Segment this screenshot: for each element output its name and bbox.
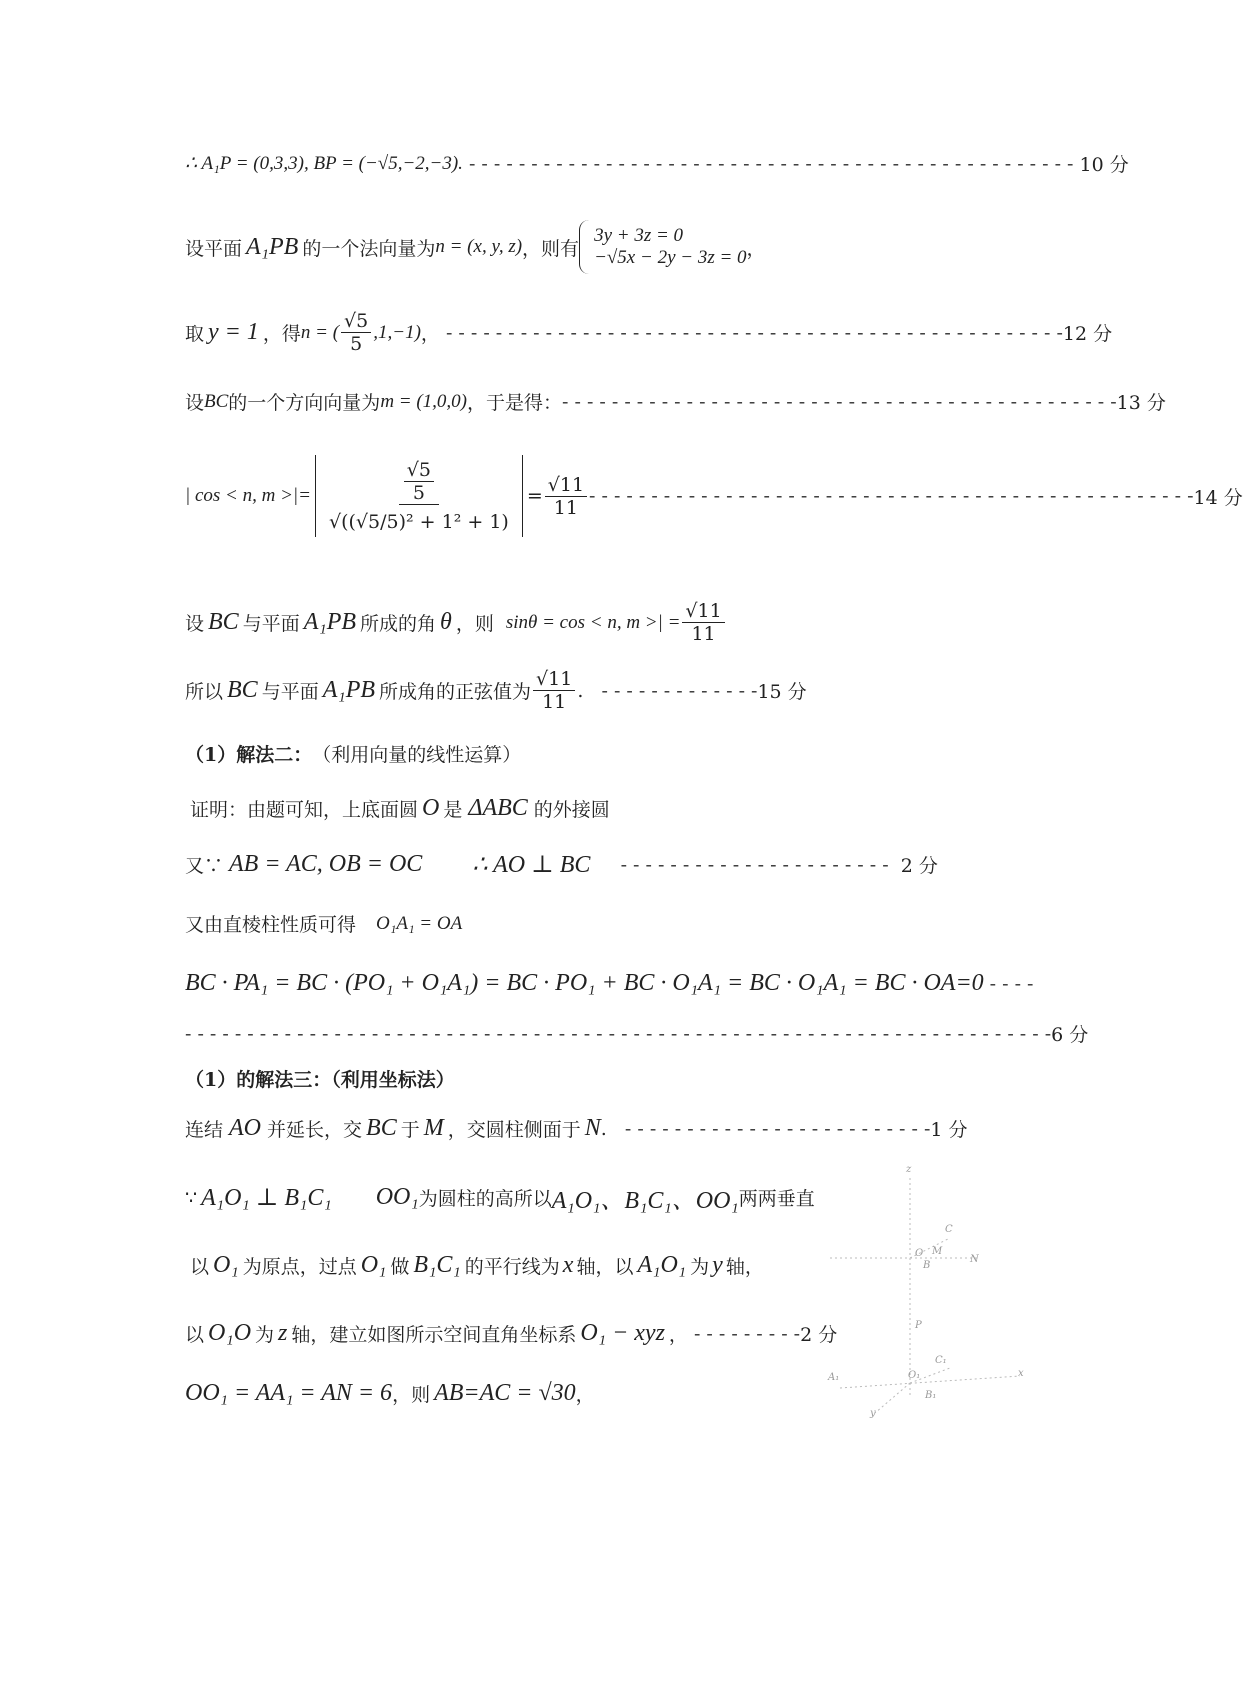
- text-rest: 的外接圆: [533, 799, 610, 821]
- segment-ao: AO: [229, 1115, 262, 1141]
- label-b: B: [923, 1260, 931, 1271]
- equation-system: [594, 225, 746, 269]
- system-brace: [579, 220, 590, 274]
- segment-bc: BC: [366, 1115, 397, 1141]
- text-rest: 所成的角: [360, 613, 437, 635]
- length-expr: OO₁ = AA₁ = AN = 6: [185, 1380, 393, 1406]
- expr-line1: ∴ A₁P = (0,3,3), BP = (−√5,−2,−3).: [185, 153, 463, 174]
- result-fraction: [545, 474, 587, 519]
- label-o1: O₁: [908, 1370, 921, 1381]
- text-at: 于: [400, 1119, 420, 1141]
- line-11: [185, 910, 462, 937]
- axis-y: y: [712, 1252, 723, 1278]
- coordinate-diagram: [820, 1158, 1030, 1418]
- text-prefix: 证明：由题可知，上底面圆: [190, 799, 419, 821]
- line-9: [190, 795, 610, 822]
- line-15: [185, 1180, 815, 1215]
- comma: ，: [420, 323, 440, 345]
- dash-leader: - - - - - - - - - - - - - - - - - - - - - - - - - - - - - - - - - - - - - - - - - - - - - - - - - - - - - - - - - - - - - - - - - - - - - -: [185, 1022, 1052, 1045]
- text-prefix: 设平面: [185, 237, 243, 260]
- line-14: [185, 1115, 968, 1142]
- line-2: [185, 220, 766, 274]
- dash-leader: - - - -: [983, 972, 1034, 995]
- comma: ，: [575, 1384, 595, 1406]
- plane-label: A₁PB: [303, 609, 357, 635]
- inner-num: √5: [404, 459, 434, 482]
- sin-expr: sinθ = cos < n, m >| =: [505, 611, 681, 633]
- score-14: 14 分: [1193, 486, 1243, 509]
- label-b1: B₁: [925, 1390, 937, 1401]
- text-2: 做: [390, 1256, 410, 1278]
- perpendicular-expr: A₁O₁ ⊥ B₁C₁: [201, 1185, 332, 1211]
- text-prefix: 所以: [185, 681, 224, 703]
- label-p: P: [915, 1320, 922, 1331]
- text-mid: 的一个方向向量为: [228, 392, 381, 414]
- denominator: 5: [350, 333, 363, 355]
- score-15: 15 分: [757, 681, 807, 703]
- text-mid: 是: [443, 799, 463, 821]
- segment-bc: BC: [227, 677, 258, 703]
- label-o: O: [915, 1248, 924, 1259]
- inner-den: 5: [412, 482, 425, 504]
- segment-o1o: O₁O: [208, 1320, 252, 1346]
- dot-product-chain: BC · PA₁ = BC · (PO₁ + O₁A₁) = BC · PO₁ + BC · O₁A₁ = BC · O₁A₁ = BC · OA=0: [185, 970, 984, 996]
- text-mid: 与平面: [261, 681, 319, 703]
- vector-rest: ,1,−1): [373, 321, 421, 343]
- equation-1: 3y + 3z = 0: [594, 225, 684, 246]
- label-c1: C₁: [935, 1355, 947, 1366]
- score-1: 1 分: [930, 1119, 968, 1141]
- score-13: 13 分: [1116, 392, 1166, 414]
- ab-ac-expr: AB=AC = √30: [434, 1380, 576, 1406]
- dash-leader: - - - - - - - - - - - - - - - - - - - - - - - - - - - - - - - - - - - - - - - - - - - - -: [562, 390, 1117, 413]
- dash-leader: - - - - - - - - - - - - -: [583, 679, 758, 702]
- result-den: 11: [553, 496, 578, 519]
- text-prefix: 又由直棱柱性质可得: [185, 914, 357, 936]
- equals: =: [526, 485, 543, 507]
- line-13: [185, 1065, 455, 1092]
- text-1: 为: [255, 1324, 275, 1346]
- fraction: [533, 668, 575, 713]
- segment-oo1: OO₁: [375, 1184, 419, 1210]
- plane-label: A₁PB: [246, 233, 299, 260]
- segment-list: A₁O₁、B₁C₁、OO₁: [551, 1188, 739, 1214]
- dash-leader: - - - - - - - - - - - - - - - - - - - - - - - - - - - - - - - - - - - - - - - - - - - - - - - - -: [589, 485, 1194, 507]
- label-x: x: [1018, 1368, 1024, 1379]
- score-2b: 2 分: [800, 1324, 838, 1346]
- score-6: 6 分: [1051, 1024, 1089, 1046]
- condition: y = 1: [208, 319, 259, 345]
- vector-n: n = (: [300, 321, 340, 343]
- comma: ，: [746, 237, 766, 260]
- score-12: 12 分: [1062, 323, 1113, 345]
- dash-leader: - - - - - - - - -: [687, 1322, 801, 1345]
- method-note: （利用向量的线性运算）: [312, 744, 522, 766]
- label-y: y: [870, 1408, 876, 1419]
- line-7: [185, 668, 807, 713]
- vector-equality: O₁A₁ = OA: [376, 912, 463, 934]
- text-rest: 所成角的正弦值为: [379, 681, 532, 703]
- text-mid: 与平面: [242, 613, 300, 635]
- text-mid: 的一个法向量为: [302, 237, 436, 260]
- label-c: C: [945, 1224, 953, 1235]
- plane-label: A₁PB: [322, 677, 376, 703]
- big-denominator: √((√5/5)² + 1² + 1): [328, 511, 509, 533]
- label-a1: A₁: [828, 1372, 840, 1383]
- numerator: √11: [682, 600, 724, 623]
- point-n: N: [584, 1115, 601, 1141]
- text-mid: 并延长，交: [267, 1119, 363, 1141]
- label-z: z: [906, 1164, 912, 1175]
- line-16: [190, 1252, 764, 1279]
- triangle-abc: ΔABC: [468, 795, 528, 821]
- point-m: M: [423, 1115, 444, 1141]
- text-prefix: ∵: [185, 1186, 198, 1209]
- numerator: √11: [533, 668, 575, 691]
- axis-z: z: [278, 1320, 288, 1346]
- fraction: [682, 600, 724, 645]
- circle-o: O: [422, 795, 440, 821]
- text-rest: ，交圆柱侧面于: [447, 1119, 581, 1141]
- period: .: [600, 1117, 607, 1140]
- text-then: ，则: [455, 613, 494, 635]
- text-rest: 两两垂直: [738, 1188, 815, 1210]
- fraction: [341, 310, 371, 355]
- text-6: 轴，: [725, 1256, 764, 1278]
- x-axis-line: [840, 1376, 1020, 1388]
- segment-bc: BC: [208, 609, 239, 635]
- text-then: ，则有: [522, 237, 580, 260]
- coordinate-system: O₁ − xyz: [580, 1320, 665, 1346]
- segment-bc: BC: [204, 390, 229, 412]
- dash-leader: - - - - - - - - - - - - - - - - - - - - - - - - - - - - - - - - - - - - - - - - - - - - - - - - -: [462, 152, 1080, 175]
- line-5: [185, 455, 1243, 537]
- line-1: [185, 150, 1129, 177]
- text-4: 轴，以: [576, 1256, 634, 1278]
- score-2: 2 分: [900, 855, 938, 877]
- method-heading: （1）解法二：: [185, 744, 313, 766]
- line-12: [185, 970, 1033, 997]
- comma: ，: [668, 1324, 688, 1346]
- line-4: [185, 388, 1166, 415]
- conclusion: ∴ AO ⊥ BC: [472, 852, 591, 878]
- text-prefix: 以: [185, 1324, 205, 1346]
- dash-leader: - - - - - - - - - - - - - - - - - - - - - - - - - - - - - - - - - - - - - - - - - - - - - - - - - -: [439, 321, 1063, 344]
- line-6: [185, 600, 727, 645]
- label-m: M: [932, 1246, 943, 1257]
- text-mid: 为圆柱的高所以: [418, 1188, 552, 1210]
- denominator: 11: [691, 623, 716, 645]
- label-n: N: [970, 1254, 979, 1265]
- line-17: [185, 1320, 837, 1347]
- dash-leader: - - - - - - - - - - - - - - - - - - - - - - - - -: [606, 1117, 931, 1140]
- normal-vector: n = (x, y, z): [435, 236, 523, 257]
- denominator: 11: [542, 691, 567, 713]
- text-5: 为: [690, 1256, 710, 1278]
- big-numerator: [399, 459, 439, 505]
- point-o1: O₁: [360, 1252, 387, 1278]
- abs-value: [315, 455, 523, 537]
- theta: θ: [440, 609, 452, 635]
- dash-leader: - - - - - - - - - - - - - - - - - - - - - -: [590, 853, 901, 876]
- line-3: [185, 310, 1112, 355]
- text-prefix: 取: [185, 323, 205, 345]
- numerator: √5: [341, 310, 371, 333]
- result-num: √11: [545, 474, 587, 497]
- text-prefix: 又∵: [185, 855, 224, 877]
- text-rest: ，于是得：: [467, 392, 563, 414]
- cos-lhs: | cos < n, m >|=: [185, 485, 311, 506]
- method-heading: （1）的解法三：（利用坐标法）: [185, 1069, 455, 1091]
- text-prefix: 设: [185, 613, 205, 635]
- inner-fraction: [404, 459, 434, 504]
- text-then: ，则: [392, 1384, 431, 1406]
- y-axis-line: [875, 1383, 910, 1413]
- big-fraction: [326, 459, 512, 533]
- score-10: 10 分: [1079, 154, 1129, 176]
- origin-o1: O₁: [213, 1252, 239, 1278]
- line-18: [185, 1380, 595, 1407]
- text-prefix: 设: [185, 392, 205, 414]
- line-8: [185, 740, 521, 767]
- text-1: 为原点，过点: [242, 1256, 357, 1278]
- text-3: 的平行线为: [464, 1256, 560, 1278]
- text-prefix: 连结: [185, 1119, 224, 1141]
- text-mid: ，得: [262, 323, 301, 345]
- line-10: [185, 850, 938, 879]
- text-prefix: 以: [190, 1256, 210, 1278]
- line-12b: [185, 1020, 1088, 1047]
- segment-b1c1: B₁C₁: [413, 1252, 461, 1278]
- equation-2: −√5x − 2y − 3z = 0: [594, 247, 747, 268]
- text-2: 轴，建立如图所示空间直角坐标系: [291, 1324, 577, 1346]
- vector-m: m = (1,0,0): [380, 390, 468, 412]
- segment-a1o1: A₁O₁: [637, 1252, 687, 1278]
- period: .: [577, 679, 584, 702]
- equal-sides: AB = AC, OB = OC: [229, 851, 423, 877]
- axis-x: x: [562, 1252, 574, 1278]
